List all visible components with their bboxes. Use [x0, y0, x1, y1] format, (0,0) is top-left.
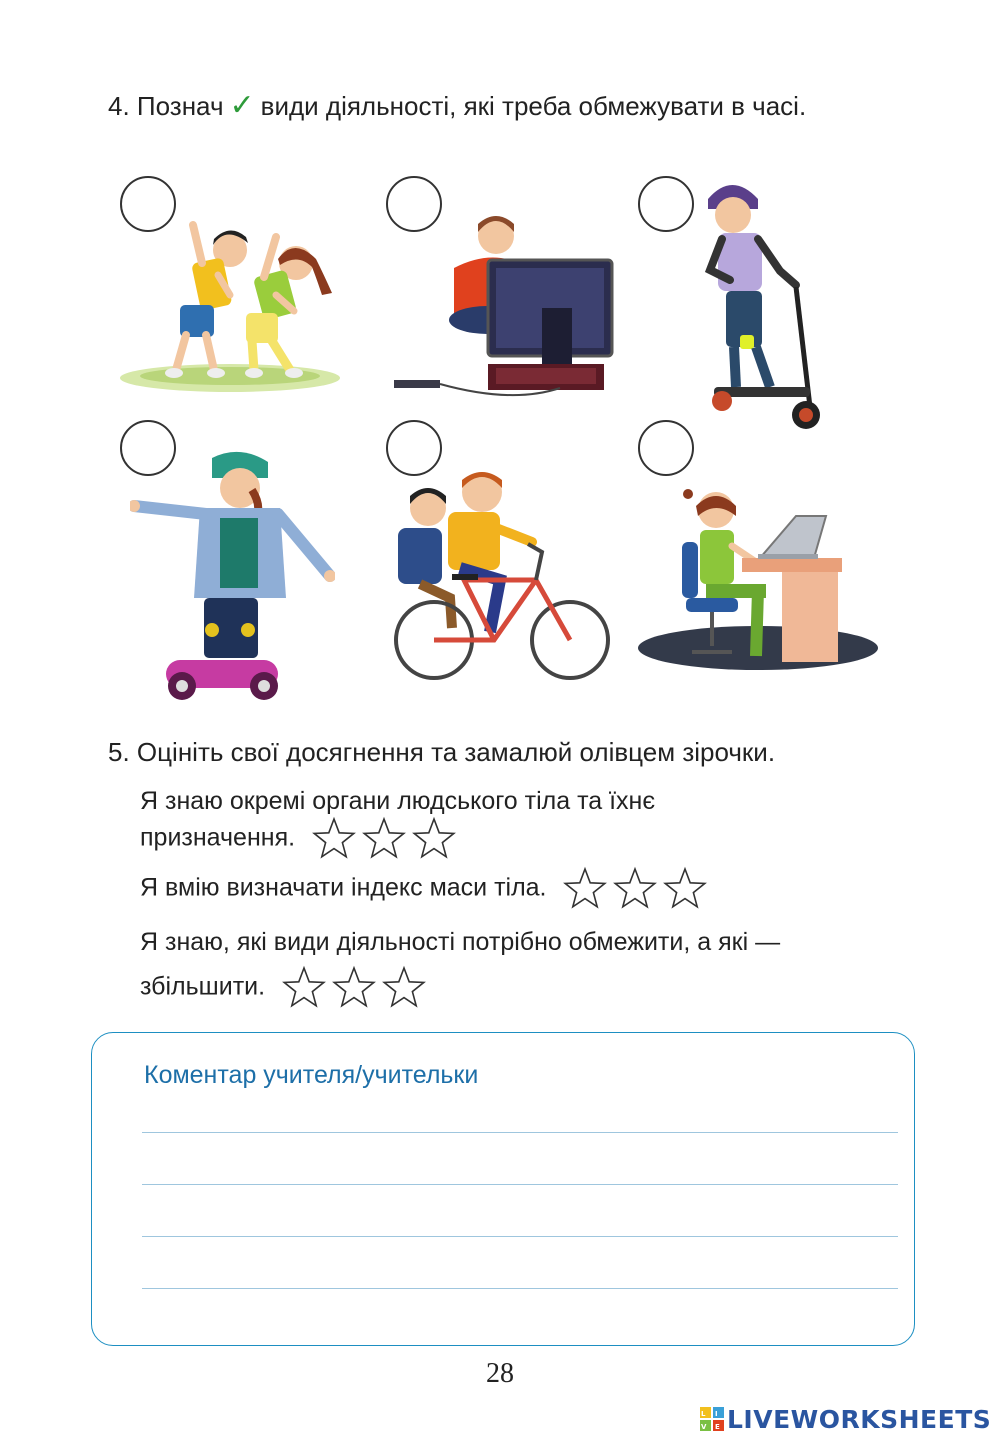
cycling-illustration [390, 468, 615, 683]
teacher-comment-box [91, 1032, 915, 1346]
liveworksheets-badge-icon [700, 1407, 724, 1431]
task-number: 5. [108, 737, 130, 767]
skill-line-3-text: Я знаю, які види діяльності потрібно обмежити, а які — [140, 928, 781, 956]
comment-line[interactable] [142, 1132, 898, 1133]
liveworksheets-logo [700, 1404, 991, 1434]
comment-line[interactable] [142, 1288, 898, 1289]
skill-line-3-cont [140, 965, 426, 1009]
task-4-title [108, 88, 806, 123]
page-number: 28 [486, 1358, 514, 1389]
hoverboard-illustration [130, 448, 335, 706]
star-icon[interactable] [382, 965, 426, 1009]
liveworksheets-text: LIVEWORKSHEETS [727, 1404, 992, 1434]
skill-line-1-cont [140, 816, 456, 860]
badge-letter-l: L [701, 1410, 706, 1418]
skill-line-1-text-cont: призначення. [140, 823, 296, 852]
star-icon[interactable] [663, 866, 707, 910]
star-rating-1 [312, 816, 456, 860]
skill-line-1 [140, 787, 655, 816]
star-rating-2 [563, 866, 707, 910]
star-icon[interactable] [282, 965, 326, 1009]
task-number: 4. [108, 91, 130, 121]
kick-scooter-illustration [700, 175, 830, 437]
skill-line-2-text: Я вмію визначати індекс маси тіла. [140, 873, 547, 902]
video-games-illustration [392, 208, 624, 403]
comment-line[interactable] [142, 1236, 898, 1237]
gymnastics-illustration [118, 215, 348, 400]
task-5-title [108, 737, 775, 768]
badge-letter-i: I [715, 1410, 718, 1418]
comment-line[interactable] [142, 1184, 898, 1185]
comment-title: Коментар учителя/учительки [144, 1061, 479, 1089]
skill-line-2 [140, 866, 707, 910]
badge-letter-e: E [715, 1423, 720, 1431]
checkmark-icon: ✓ [229, 89, 255, 122]
star-icon[interactable] [312, 816, 356, 860]
task-text: Оцініть свої досягнення та замалюй олівцем зірочки. [136, 737, 776, 767]
badge-letter-v: V [701, 1423, 707, 1431]
computer-illustration [636, 486, 882, 672]
star-icon[interactable] [563, 866, 607, 910]
star-icon[interactable] [613, 866, 657, 910]
star-icon[interactable] [362, 816, 406, 860]
star-icon[interactable] [412, 816, 456, 860]
task-text-after: види діяльності, які треба обмежувати в часі. [260, 91, 807, 121]
star-icon[interactable] [332, 965, 376, 1009]
skill-line-3 [140, 928, 780, 957]
answer-circle-kick-scooter[interactable] [638, 176, 694, 232]
task-text-before: Познач [136, 91, 224, 121]
skill-line-1-text: Я знаю окремі органи людського тіла та їхнє [140, 787, 656, 815]
star-rating-3 [282, 965, 426, 1009]
skill-line-3-text-cont: збільшити. [140, 972, 266, 1001]
answer-circle-computer[interactable] [638, 420, 694, 476]
